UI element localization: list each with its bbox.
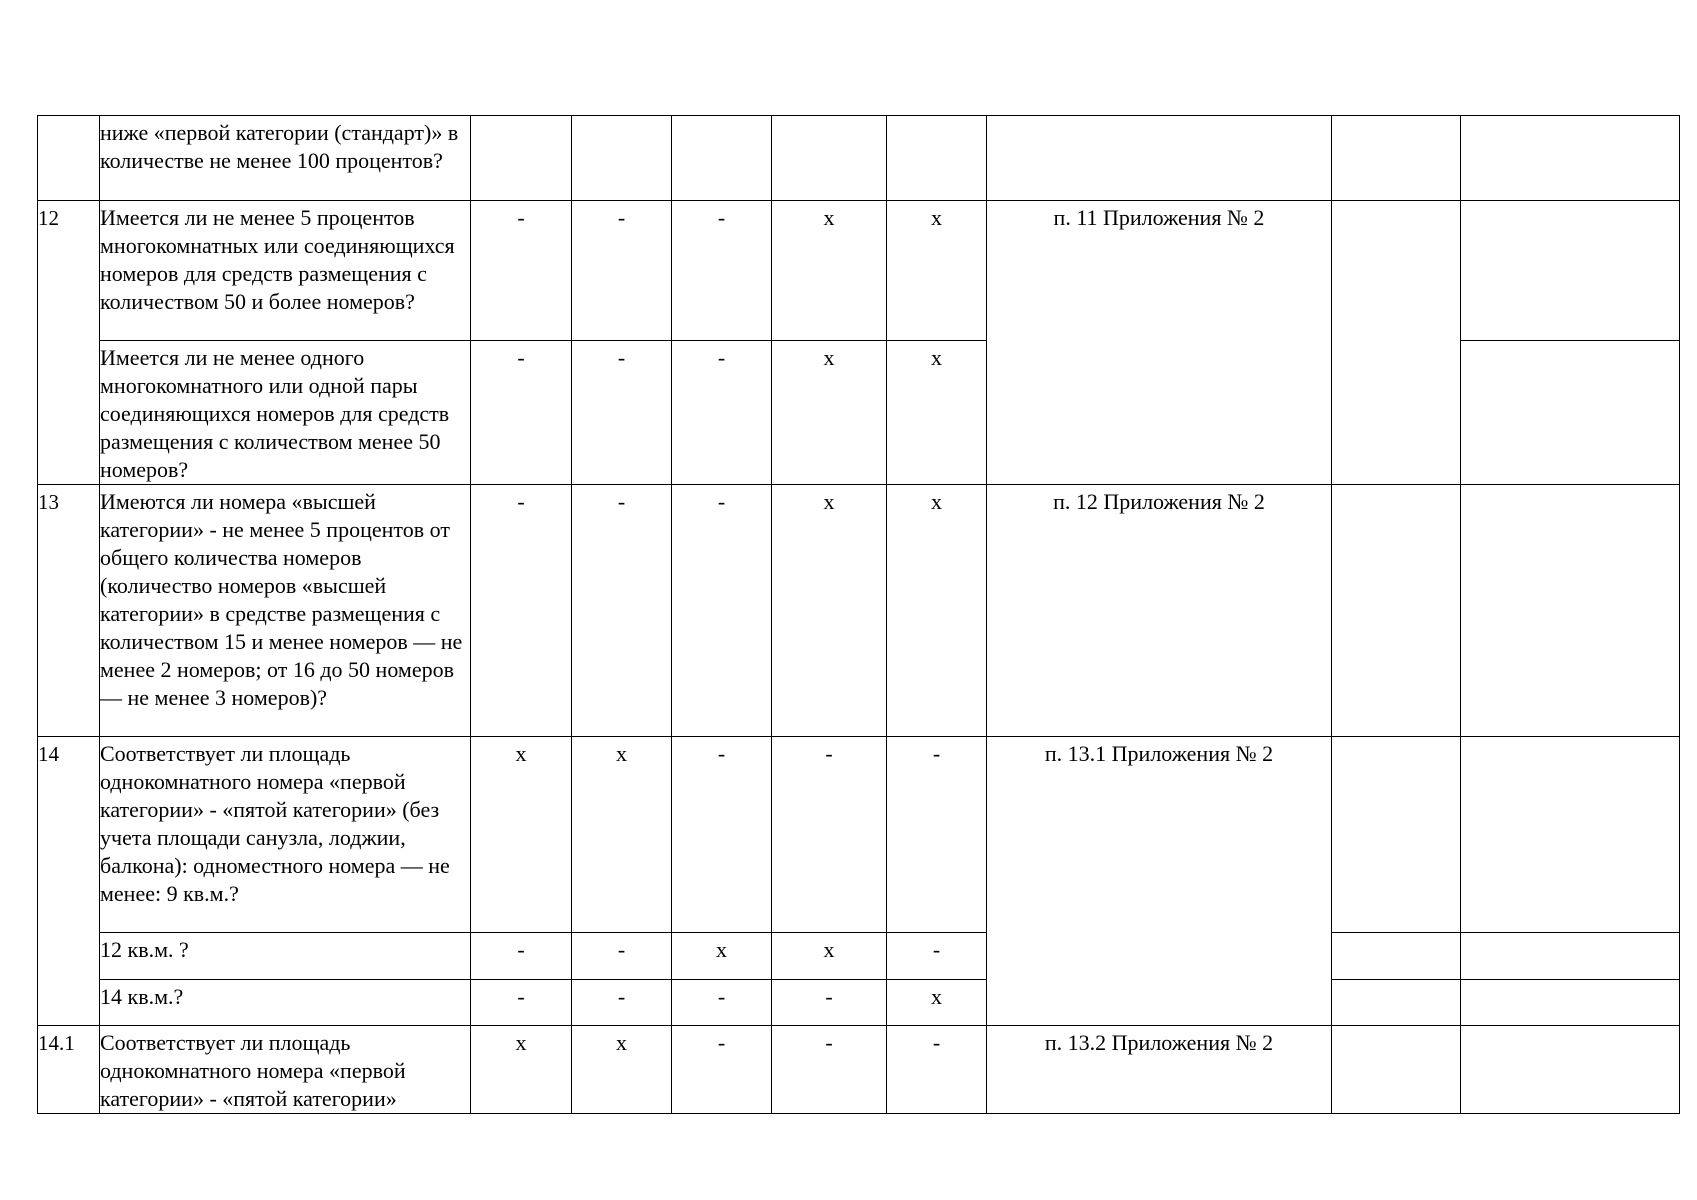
question-cell: ниже «первой категории (стандарт)» в количестве не менее 100 процентов? <box>100 116 471 201</box>
mark-cell: х <box>887 980 987 1026</box>
mark-cell: х <box>887 201 987 341</box>
blank-cell <box>1461 1026 1680 1114</box>
mark-cell: х <box>887 341 987 485</box>
mark-cell: - <box>572 933 672 980</box>
mark-cell: - <box>471 980 572 1026</box>
blank-cell <box>1461 116 1680 201</box>
reference-cell <box>987 116 1332 201</box>
mark-cell <box>887 116 987 201</box>
table-row <box>38 116 1680 201</box>
reference-cell: п. 13.1 Приложения № 2 <box>987 737 1332 1026</box>
mark-cell: х <box>887 485 987 737</box>
table-row <box>38 1026 1680 1114</box>
blank-cell <box>1332 737 1461 933</box>
mark-cell: - <box>887 933 987 980</box>
blank-cell <box>1332 116 1461 201</box>
mark-cell: - <box>672 485 772 737</box>
mark-cell: х <box>772 933 887 980</box>
table-row <box>38 201 1680 341</box>
reference-cell: п. 11 Приложения № 2 <box>987 201 1332 485</box>
question-cell: 12 кв.м. ? <box>100 933 471 980</box>
mark-cell: х <box>772 341 887 485</box>
question-cell: Имеется ли не менее одного многокомнатного или одной пары соединяющихся номеров для средств размещения с количеством менее 50 номеров? <box>100 341 471 485</box>
question-cell: Имеются ли номера «высшей категории» - не менее 5 процентов от общего количества номеров (количество номеров «высшей категории» в средстве размещения с количеством 15 и менее номеров — не менее 2 номеров; от 16 до 50 номеров — не менее 3 номеров)? <box>100 485 471 737</box>
mark-cell: - <box>887 1026 987 1114</box>
mark-cell: - <box>672 737 772 933</box>
row-number: 12 <box>38 201 100 485</box>
reference-cell: п. 12 Приложения № 2 <box>987 485 1332 737</box>
mark-cell <box>672 116 772 201</box>
reference-cell: п. 13.2 Приложения № 2 <box>987 1026 1332 1114</box>
mark-cell: - <box>672 980 772 1026</box>
mark-cell: - <box>572 201 672 341</box>
question-cell: Имеется ли не менее 5 процентов многокомнатных или соединяющихся номеров для средств размещения с количеством 50 и более номеров? <box>100 201 471 341</box>
mark-cell: - <box>772 737 887 933</box>
mark-cell: - <box>672 201 772 341</box>
requirements-table <box>37 115 1680 1114</box>
mark-cell: - <box>887 737 987 933</box>
mark-cell: - <box>772 980 887 1026</box>
mark-cell: х <box>572 737 672 933</box>
mark-cell: - <box>471 201 572 341</box>
blank-cell <box>1332 1026 1461 1114</box>
blank-cell <box>1461 485 1680 737</box>
question-cell: Соответствует ли площадь однокомнатного номера «первой категории» - «пятой категории» <box>100 1026 471 1114</box>
mark-cell: - <box>772 1026 887 1114</box>
mark-cell: - <box>672 341 772 485</box>
mark-cell: х <box>772 485 887 737</box>
blank-cell <box>1332 485 1461 737</box>
blank-cell <box>1461 341 1680 485</box>
mark-cell <box>471 116 572 201</box>
mark-cell: - <box>572 980 672 1026</box>
blank-cell <box>1332 201 1461 485</box>
blank-cell <box>1461 201 1680 341</box>
table-row <box>38 737 1680 933</box>
mark-cell: - <box>471 933 572 980</box>
blank-cell <box>1461 737 1680 933</box>
blank-cell <box>1332 933 1461 980</box>
blank-cell <box>1332 980 1461 1026</box>
mark-cell: - <box>672 1026 772 1114</box>
table-row <box>38 485 1680 737</box>
blank-cell <box>1461 980 1680 1026</box>
row-number: 14 <box>38 737 100 1026</box>
mark-cell: х <box>471 737 572 933</box>
row-number <box>38 116 100 201</box>
question-cell: Соответствует ли площадь однокомнатного номера «первой категории» - «пятой категории» (без учета площади санузла, лоджии, балкона): одноместного номера — не менее: 9 кв.м.? <box>100 737 471 933</box>
mark-cell: - <box>471 341 572 485</box>
mark-cell <box>772 116 887 201</box>
table-row <box>38 980 1680 1026</box>
table-row <box>38 933 1680 980</box>
question-cell: 14 кв.м.? <box>100 980 471 1026</box>
mark-cell <box>572 116 672 201</box>
mark-cell: х <box>572 1026 672 1114</box>
mark-cell: - <box>572 341 672 485</box>
blank-cell <box>1461 933 1680 980</box>
mark-cell: - <box>572 485 672 737</box>
mark-cell: - <box>471 485 572 737</box>
row-number: 13 <box>38 485 100 737</box>
row-number: 14.1 <box>38 1026 100 1114</box>
mark-cell: х <box>772 201 887 341</box>
mark-cell: х <box>672 933 772 980</box>
mark-cell: х <box>471 1026 572 1114</box>
